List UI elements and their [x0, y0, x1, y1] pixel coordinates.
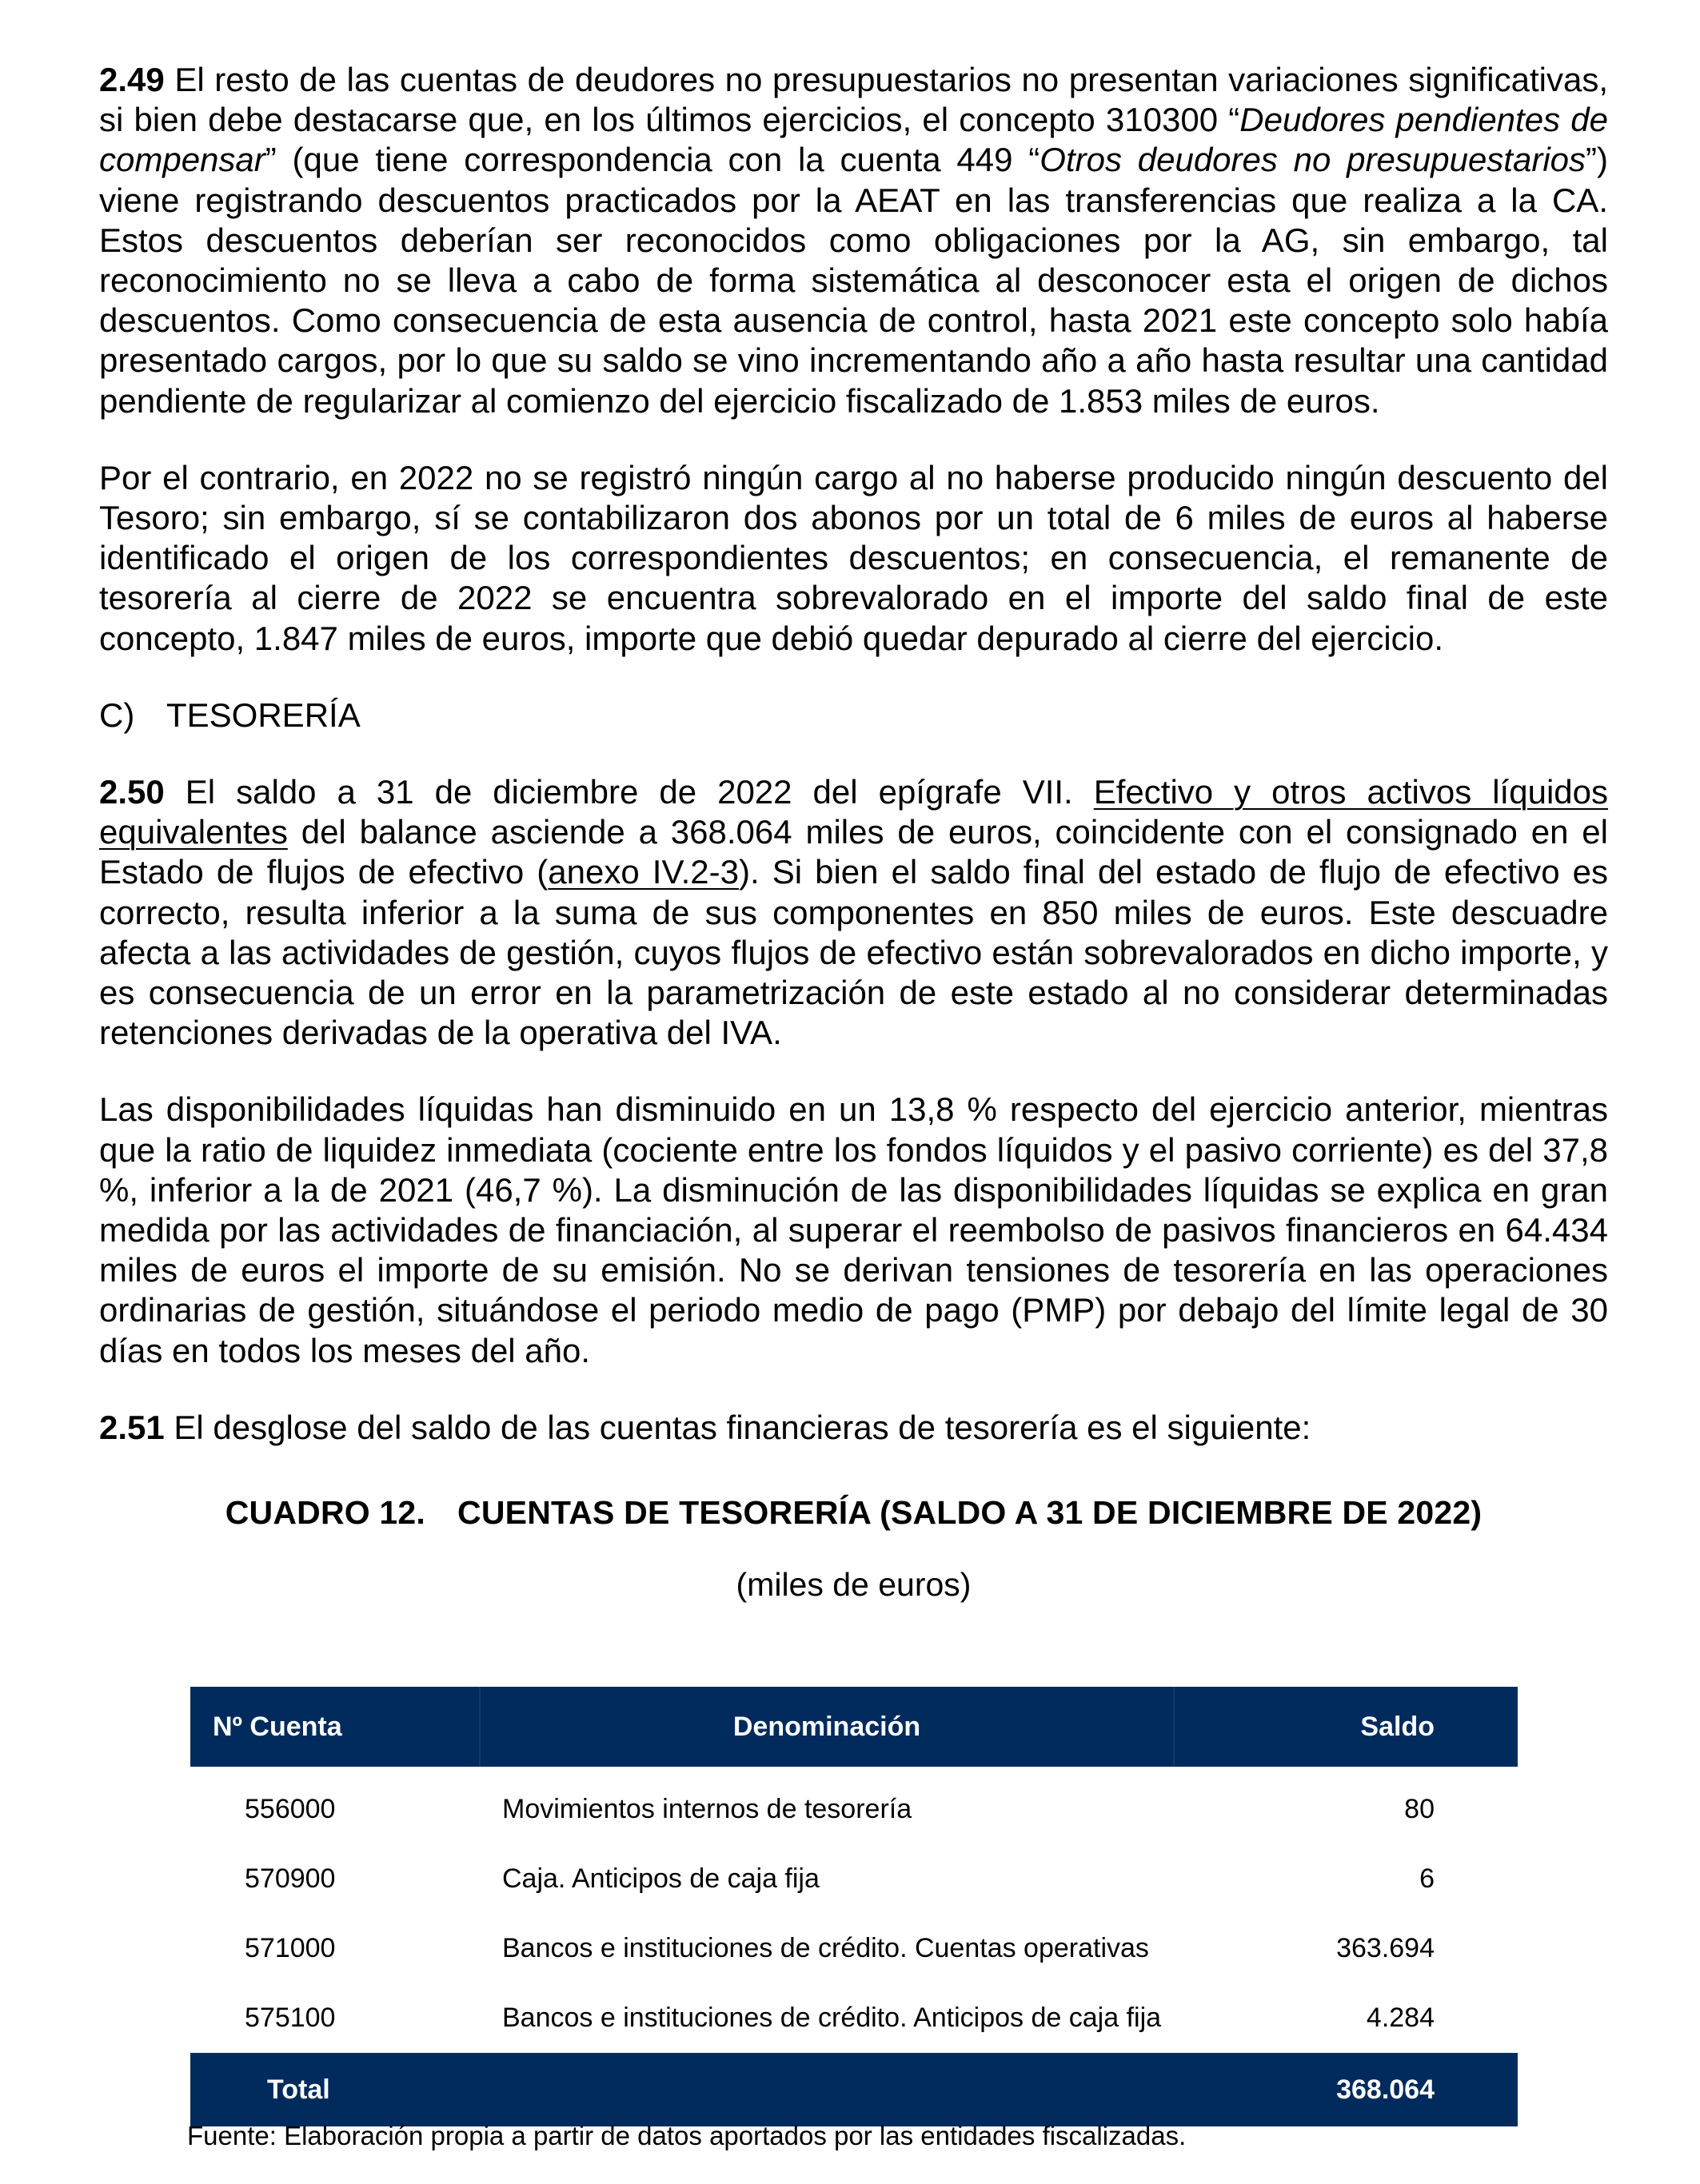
account-balance: 363.694 [1336, 1933, 1435, 1963]
paragraph-text: El saldo a 31 de diciembre de 2022 del epígrafe VII. [164, 773, 1094, 811]
table-title [99, 1493, 1608, 1532]
paragraph-text: ” (que tiene correspondencia con la cuenta 449 “ [265, 141, 1040, 179]
treasury-accounts-table [190, 1687, 1518, 2126]
section-heading [99, 695, 1608, 735]
concept-name-italic: Deudores pendientes de compensar [99, 101, 1608, 179]
paragraph-text: ). Si bien el saldo final del estado de flujo de efectivo es correcto, resulta inferior a la suma de sus componentes en 850 miles de euros. Este descuadre afecta a las actividades de gestión, cuyos flujos de efectivo están sobrevalorados en dicho importe, y es consecuencia de un error en la parametrización de este estado al no considerar determinadas retenciones derivadas de la operativa del IVA. [99, 853, 1608, 1052]
paragraph-text: del balance asciende a 368.064 miles de euros, coincidente con el consignado en el Estado de flujos de efectivo ( [99, 813, 1608, 891]
annex-link[interactable]: anexo IV.2-3 [548, 853, 739, 891]
account-name: Bancos e instituciones de crédito. Anticipos de caja fija [502, 2003, 1162, 2033]
table-row [190, 1914, 1518, 1983]
account-name: Movimientos internos de tesorería [502, 1794, 912, 1824]
paragraph-text: El resto de las cuentas de deudores no presupuestarios no presentan variaciones significativas, si bien debe destacarse que, en los últimos ejercicios, el concepto 310300 “ [99, 61, 1608, 139]
account-name: Bancos e instituciones de crédito. Cuentas operativas [502, 1933, 1149, 1963]
table-row [190, 1983, 1518, 2053]
table-total-row [190, 2053, 1518, 2126]
document-body [99, 60, 1608, 1604]
account-number: 556000 [245, 1794, 336, 1824]
paragraph-number: 2.49 [99, 61, 165, 98]
table-title-text: CUENTAS DE TESORERÍA (SALDO A 31 DE DICIEMBRE DE 2022) [457, 1494, 1483, 1532]
paragraph-2-50-continued: Las disponibilidades líquidas han disminuido en un 13,8 % respecto del ejercicio anterior, mientras que la ratio de liquidez inmediata (cociente entre los fondos líquidos y el pasivo corriente) es del 37,8 %, inferior a la de 2021 (46,7 %). La disminución de las disponibilidades líquidas se explica en gran medida por las actividades de financiación, al superar el reembolso de pasivos financieros en 64.434 miles de euros el importe de su emisión. No se derivan tensiones de tesorería en las operaciones ordinarias de gestión, situándose el periodo medio de pago (PMP) por debajo del límite legal de 30 días en todos los meses del año. [99, 1090, 1608, 1369]
section-letter: C) [99, 695, 135, 734]
paragraph-2-49 [99, 60, 1608, 421]
paragraph-2-50 [99, 772, 1608, 1053]
account-balance: 4.284 [1366, 2003, 1435, 2033]
account-name: Caja. Anticipos de caja fija [502, 1863, 820, 1894]
section-title: TESORERÍA [166, 695, 361, 734]
table-header-row [190, 1687, 1518, 1767]
account-balance: 6 [1419, 1863, 1435, 1894]
table-unit: (miles de euros) [736, 1566, 972, 1604]
account-number: 570900 [245, 1863, 336, 1894]
table-row [190, 1844, 1518, 1914]
paragraph-number: 2.51 [99, 1408, 165, 1446]
total-spacer [480, 2053, 1174, 2126]
paragraph-text: ”) viene registrando descuentos practicados por la AEAT en las transferencias que realiza a la CA. Estos descuentos deberían ser reconocidos como obligaciones por la AG, sin embargo, tal reconocimiento no se lleva a cabo de forma sistemática al desconocer esta el origen de dichos descuentos. Como consecuencia de esta ausencia de control, hasta 2021 este concepto solo había presentado cargos, por lo que su saldo se vino incrementando año a año hasta resultar una cantidad pendiente de regularizar al comienzo del ejercicio fiscalizado de 1.853 miles de euros. [99, 141, 1608, 420]
paragraph-2-51 [99, 1408, 1608, 1448]
table-row [190, 1767, 1518, 1844]
account-name-italic: Otros deudores no presupuestarios [1040, 141, 1586, 179]
total-balance: 368.064 [1174, 2053, 1518, 2126]
balance-heading-link[interactable]: Efectivo y otros activos líquidos equivalentes [99, 773, 1608, 851]
paragraph-2-49-continued: Por el contrario, en 2022 no se registró ningún cargo al no haberse producido ningún descuento del Tesoro; sin embargo, sí se contabilizaron dos abonos por un total de 6 miles de euros al haberse identificado el origen de los correspondientes descuentos; en consecuencia, el remanente de tesorería al cierre de 2022 se encuentra sobrevalorado en el importe del saldo final de este concepto, 1.847 miles de euros, importe que debió quedar depurado al cierre del ejercicio. [99, 458, 1608, 657]
table-number: CUADRO 12. [225, 1494, 426, 1532]
table-source-note: Fuente: Elaboración propia a partir de datos aportados por las entidades fiscalizadas. [187, 2121, 1187, 2150]
account-number: 575100 [245, 2003, 336, 2033]
account-balance: 80 [1404, 1794, 1435, 1824]
header-name: Denominación [480, 1687, 1174, 1767]
header-account: Nº Cuenta [190, 1687, 480, 1767]
account-number: 571000 [245, 1933, 336, 1963]
paragraph-number: 2.50 [99, 773, 165, 811]
paragraph-text: El desglose del saldo de las cuentas financieras de tesorería es el siguiente: [164, 1408, 1311, 1446]
header-balance: Saldo [1174, 1687, 1518, 1767]
total-label: Total [190, 2053, 480, 2126]
